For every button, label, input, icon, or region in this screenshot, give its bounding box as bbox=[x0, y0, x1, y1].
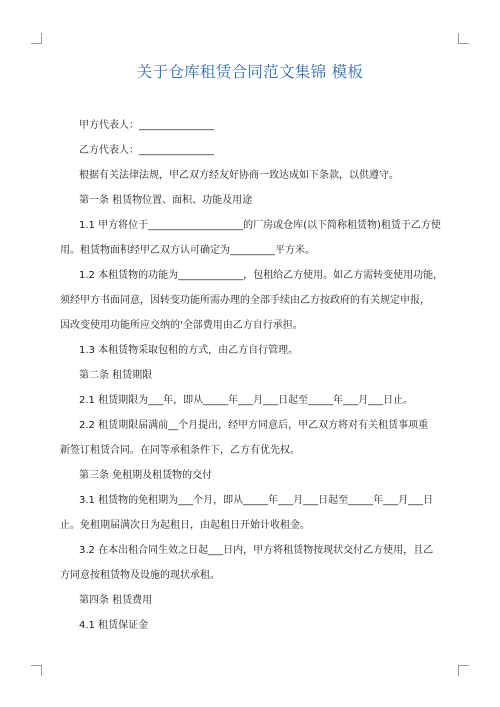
crop-mark-top-left bbox=[31, 33, 42, 44]
document-title: 关于仓库租赁合同范文集锦 模板 bbox=[136, 63, 364, 81]
paragraph-line: 2.1 租赁期限为___年，即从_____年___月___日起至_____年___月___日止。 bbox=[79, 395, 414, 406]
paragraph-line: 1.3 本租赁物采取包租的方式，由乙方自行管理。 bbox=[79, 345, 299, 356]
paragraph-line: 须经甲方书面同意，因转变功能所需办理的全部手续由乙方按政府的有关规定申报， bbox=[60, 295, 430, 306]
document-body bbox=[60, 113, 445, 638]
paragraph-line: 因改变使用功能所应交纳的'全部费用由乙方自行承担。 bbox=[60, 320, 303, 331]
paragraph-line: 乙方代表人：_______________ bbox=[79, 145, 214, 156]
crop-mark-bottom-right bbox=[458, 665, 469, 676]
paragraph-line: 止。免租期届满次日为起租日，由起租日开始计收租金。 bbox=[60, 520, 310, 531]
paragraph-line: 甲方代表人：_______________ bbox=[79, 120, 214, 131]
clause-heading: 第一条 租赁物位置、面积、功能及用途 bbox=[79, 195, 253, 206]
paragraph-line: 1.2 本租赁物的功能为_____________，包租给乙方使用。如乙方需转变使用功能， bbox=[79, 270, 444, 281]
crop-mark-bottom-left bbox=[31, 665, 42, 676]
paragraph-line: 3.1 租赁物的免租期为___个月，即从_____年___月___日起至_____年___月___日 bbox=[79, 495, 434, 506]
clause-heading: 第二条 租赁期限 bbox=[79, 370, 153, 381]
paragraph-line: 4.1 租赁保证金 bbox=[79, 620, 149, 631]
clause-heading: 第三条 免租期及租赁物的交付 bbox=[79, 470, 213, 481]
paragraph-line: 1.1 甲方将位于___________________的厂房或仓库(以下简称租赁物)租赁于乙方使 bbox=[79, 220, 441, 231]
crop-mark-top-right bbox=[458, 33, 469, 44]
paragraph-line: 根据有关法律法规，甲乙双方经友好协商一致达成如下条款，以供遵守。 bbox=[79, 170, 399, 181]
paragraph-line: 3.2 在本出租合同生效之日起___日内，甲方将租赁物按现状交付乙方使用，且乙 bbox=[79, 545, 434, 556]
paragraph-line: 2.2 租赁期限届满前__个月提出，经甲方同意后，甲乙双方将对有关租赁事项重 bbox=[79, 420, 429, 431]
paragraph-line: 新签订租赁合同。在同等承租条件下，乙方有优先权。 bbox=[60, 445, 300, 456]
paragraph-line: 用。租赁物面积经甲乙双方认可确定为_________平方米。 bbox=[60, 245, 315, 256]
paragraph-line: 方同意按租赁物及设施的现状承租。 bbox=[60, 570, 220, 581]
clause-heading: 第四条 租赁费用 bbox=[79, 595, 153, 606]
